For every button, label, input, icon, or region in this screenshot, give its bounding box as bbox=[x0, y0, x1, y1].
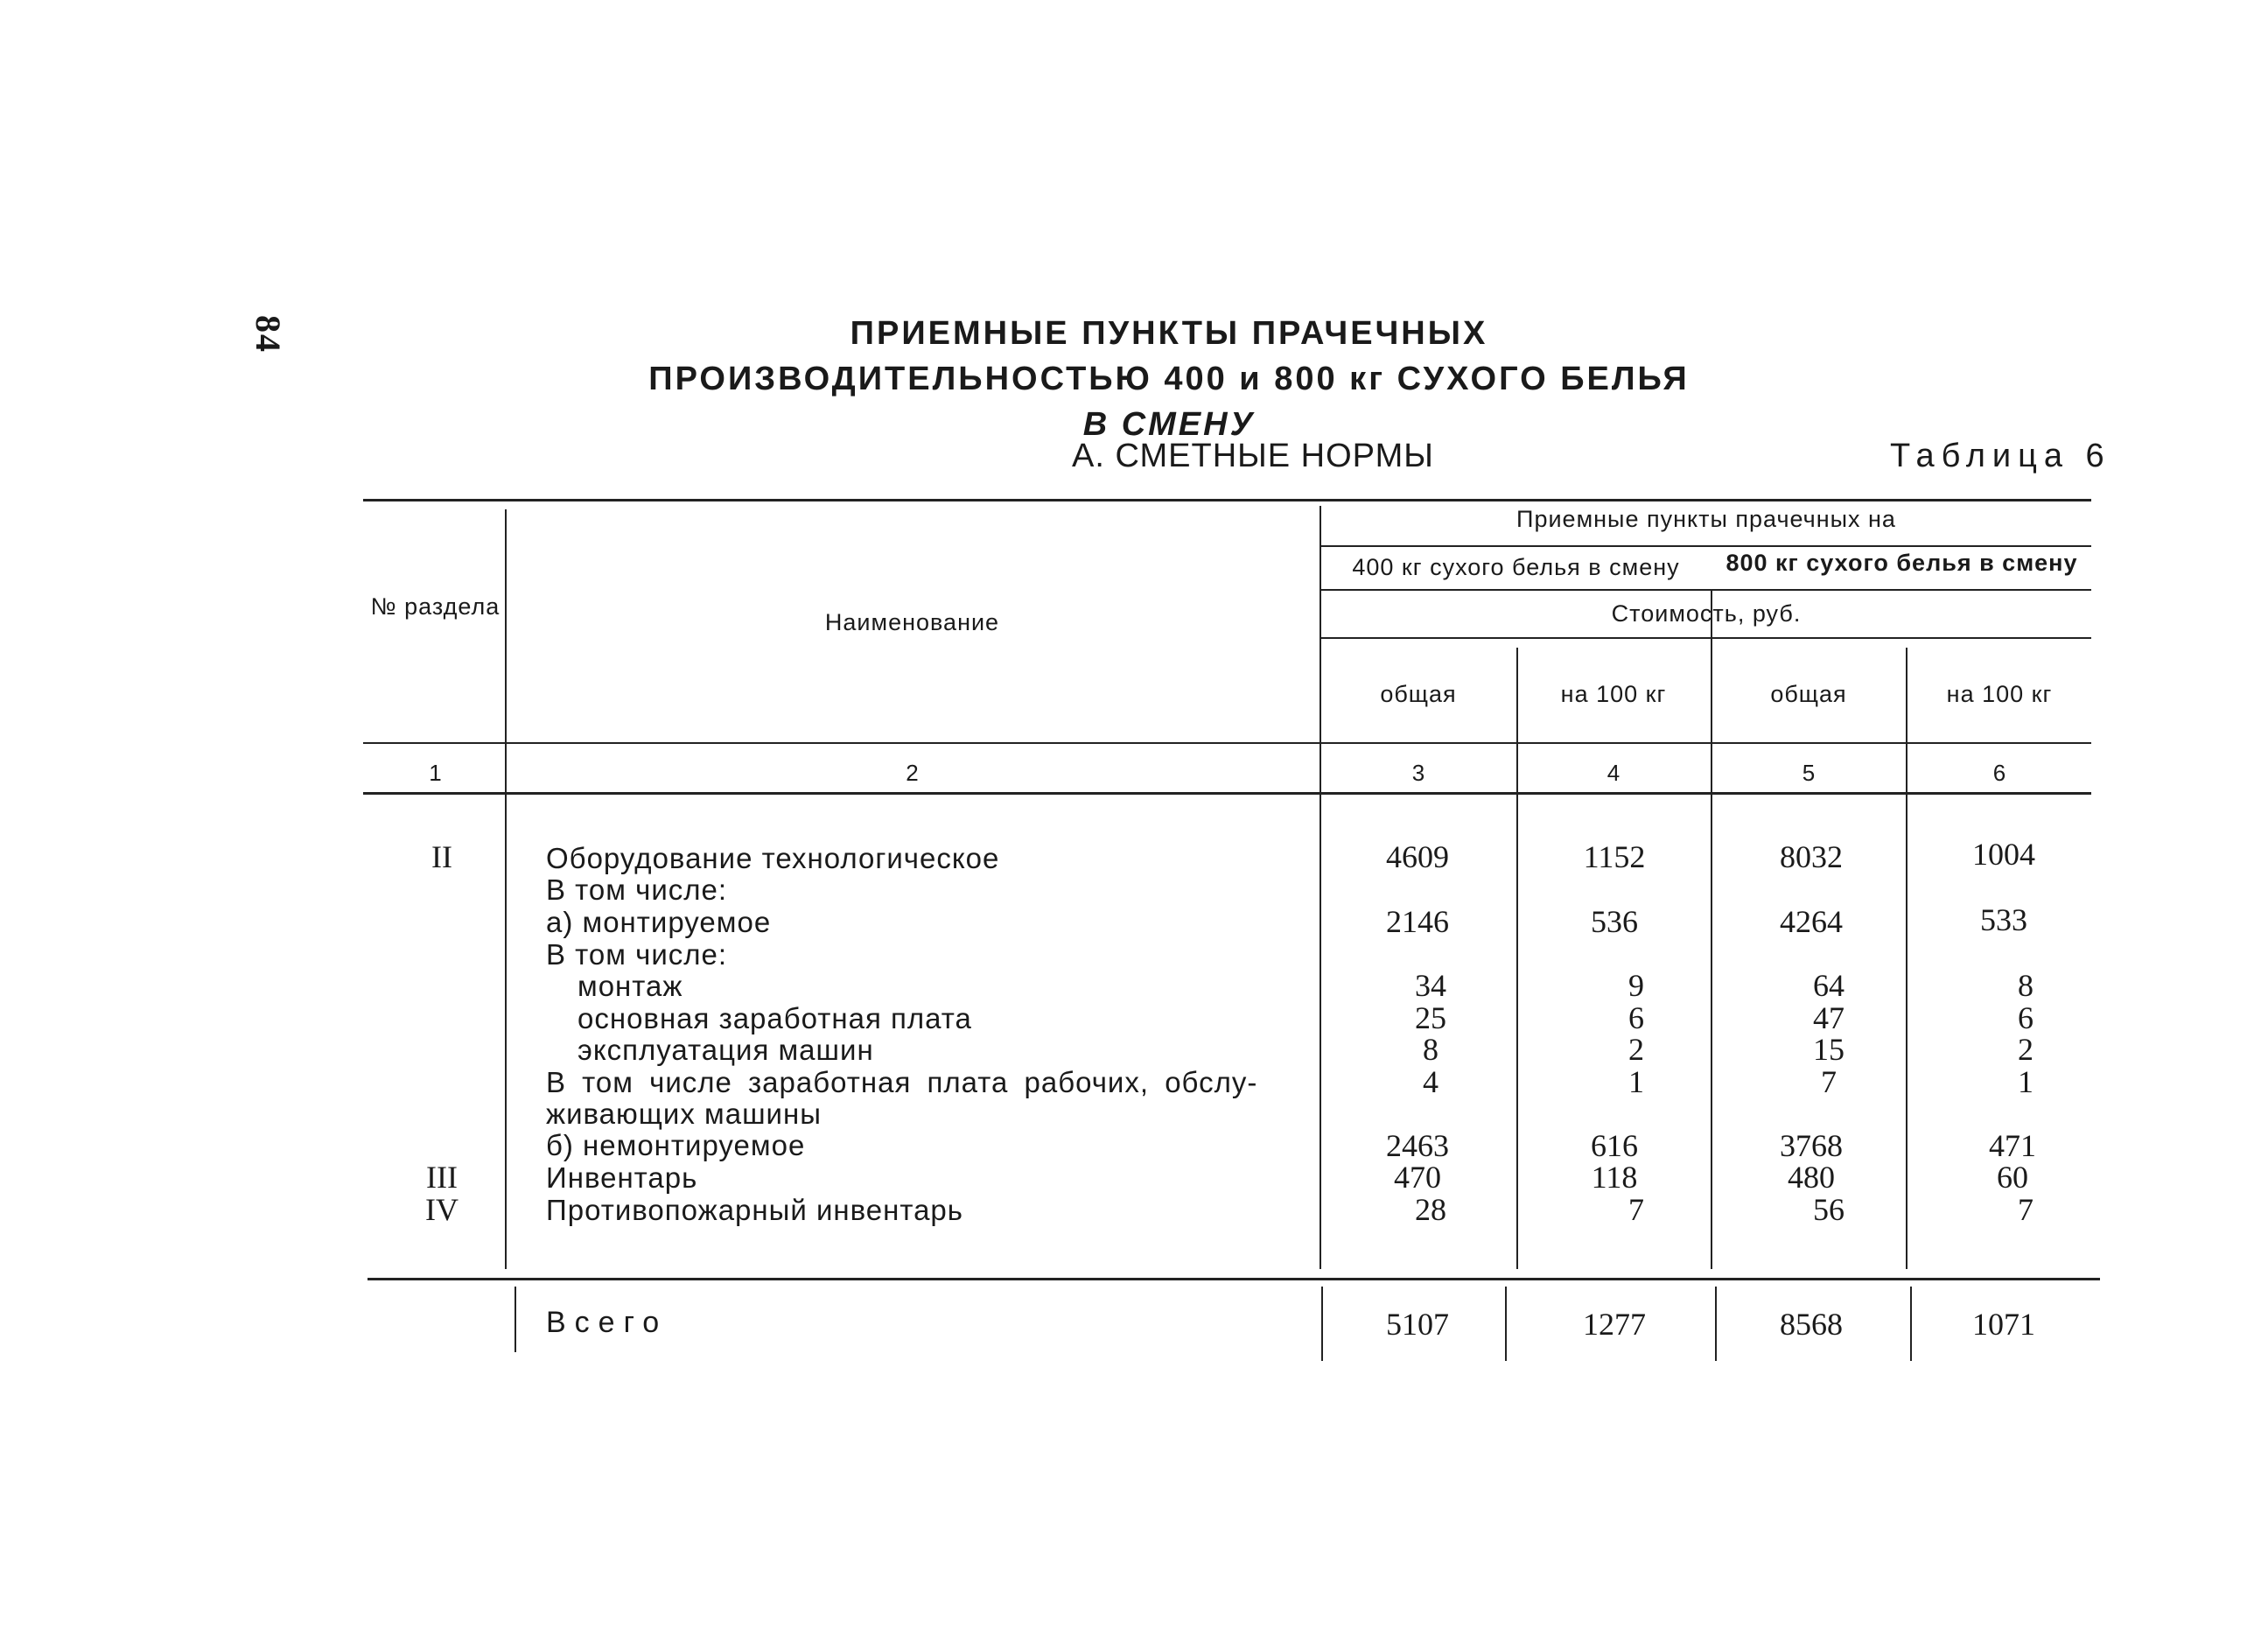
header-section-no: № раздела bbox=[370, 593, 500, 620]
cell-per100-400: 536 bbox=[1591, 904, 1638, 939]
header-col-per100-800: на 100 кг bbox=[1946, 681, 2053, 707]
cell-per100-400: 1152 bbox=[1583, 839, 1646, 874]
col-divider-5 bbox=[1906, 648, 1908, 1269]
cell-total-800: 47 bbox=[1813, 1000, 1844, 1035]
total-divider-1 bbox=[514, 1287, 516, 1352]
cell-per100-800: 533 bbox=[1980, 902, 2027, 937]
header-col-per100-400: на 100 кг bbox=[1560, 681, 1667, 707]
header-sub-400: 400 кг сухого белья в смену bbox=[1352, 554, 1680, 580]
total-rule bbox=[368, 1278, 2100, 1280]
header-col-total-400: общая bbox=[1380, 681, 1457, 707]
col-divider-1 bbox=[505, 509, 507, 1269]
row-name: б) немонтируемое bbox=[546, 1129, 806, 1161]
column-number-1: 1 bbox=[429, 760, 442, 786]
cell-per100-800: 7 bbox=[2018, 1192, 2034, 1227]
total-total-800: 8568 bbox=[1780, 1307, 1843, 1342]
total-per100-400: 1277 bbox=[1583, 1307, 1646, 1342]
cell-total-800: 3768 bbox=[1780, 1128, 1843, 1163]
total-total-400: 5107 bbox=[1386, 1307, 1449, 1342]
row-name: Противопожарный инвентарь bbox=[546, 1194, 963, 1226]
header-cost: Стоимость, руб. bbox=[1611, 600, 1802, 627]
header-group-rule bbox=[1320, 545, 2091, 547]
cell-per100-800: 1004 bbox=[1972, 837, 2035, 872]
total-label: Всего bbox=[546, 1306, 668, 1339]
total-per100-800: 1071 bbox=[1972, 1307, 2035, 1342]
header-sub-rule bbox=[1320, 589, 2091, 591]
row-section: III bbox=[426, 1160, 458, 1195]
header-group-top: Приемные пункты прачечных на bbox=[1516, 506, 1896, 532]
cell-total-400: 470 bbox=[1394, 1160, 1441, 1195]
section-subtitle: А. СМЕТНЫЕ НОРМЫ bbox=[1072, 438, 1434, 474]
header-col-total-800: общая bbox=[1770, 681, 1847, 707]
total-divider-2 bbox=[1321, 1287, 1323, 1361]
row-name: живающих машины bbox=[546, 1097, 822, 1130]
column-number-6: 6 bbox=[1992, 760, 2006, 786]
cell-total-400: 34 bbox=[1415, 968, 1446, 1003]
cell-total-400: 8 bbox=[1423, 1032, 1438, 1067]
cell-per100-800: 8 bbox=[2018, 968, 2034, 1003]
cell-total-400: 25 bbox=[1415, 1000, 1446, 1035]
column-number-rule bbox=[363, 792, 2091, 795]
header-cost-rule bbox=[1320, 637, 2091, 639]
table-label: Таблица 6 bbox=[1890, 438, 2111, 474]
cell-per100-400: 9 bbox=[1628, 968, 1644, 1003]
cell-per100-400: 6 bbox=[1628, 1000, 1644, 1035]
row-name: В том числе: bbox=[546, 938, 728, 971]
cell-per100-400: 2 bbox=[1628, 1032, 1644, 1067]
title-line-2: ПРОИЗВОДИТЕЛЬНОСТЬЮ 400 и 800 кг СУХОГО БЕЛЬЯ bbox=[648, 361, 1690, 397]
row-name: Оборудование технологическое bbox=[546, 842, 1000, 874]
cell-per100-400: 7 bbox=[1628, 1192, 1644, 1227]
cell-total-800: 4264 bbox=[1780, 904, 1843, 939]
cell-per100-400: 616 bbox=[1591, 1128, 1638, 1163]
col-divider-3 bbox=[1516, 648, 1518, 1269]
cell-total-400: 28 bbox=[1415, 1192, 1446, 1227]
column-number-3: 3 bbox=[1411, 760, 1425, 786]
column-number-5: 5 bbox=[1802, 760, 1816, 786]
header-name: Наименование bbox=[824, 609, 1000, 635]
row-name: В том числе заработная плата рабочих, обслу- bbox=[546, 1066, 1258, 1098]
cell-total-800: 480 bbox=[1788, 1160, 1835, 1195]
cell-total-400: 4 bbox=[1423, 1064, 1438, 1099]
cell-total-400: 2463 bbox=[1386, 1128, 1449, 1163]
total-divider-4 bbox=[1715, 1287, 1717, 1361]
row-name: а) монтируемое bbox=[546, 906, 772, 938]
cell-per100-400: 118 bbox=[1591, 1160, 1638, 1195]
header-sub-800: 800 кг сухого белья в смену bbox=[1726, 550, 2078, 576]
cell-per100-800: 1 bbox=[2018, 1064, 2034, 1099]
cell-per100-800: 2 bbox=[2018, 1032, 2034, 1067]
cell-total-800: 8032 bbox=[1780, 839, 1843, 874]
row-section: II bbox=[431, 839, 452, 874]
row-name: монтаж bbox=[578, 970, 683, 1002]
cell-total-800: 7 bbox=[1821, 1064, 1837, 1099]
cell-total-400: 4609 bbox=[1386, 839, 1449, 874]
cell-total-800: 56 bbox=[1813, 1192, 1844, 1227]
document-title bbox=[0, 311, 2268, 447]
cell-total-800: 15 bbox=[1813, 1032, 1844, 1067]
cell-total-400: 2146 bbox=[1386, 904, 1449, 939]
column-number-4: 4 bbox=[1606, 760, 1620, 786]
row-name: Инвентарь bbox=[546, 1161, 698, 1194]
header-bottom-rule bbox=[363, 742, 2091, 744]
cell-per100-800: 471 bbox=[1989, 1128, 2036, 1163]
row-name: В том числе: bbox=[546, 873, 728, 906]
page-number: 84 bbox=[248, 315, 288, 354]
cell-per100-800: 6 bbox=[2018, 1000, 2034, 1035]
cell-total-800: 64 bbox=[1813, 968, 1844, 1003]
row-section: IV bbox=[425, 1192, 458, 1227]
cell-per100-400: 1 bbox=[1628, 1064, 1644, 1099]
total-divider-3 bbox=[1505, 1287, 1507, 1361]
column-number-2: 2 bbox=[906, 760, 919, 786]
table-top-rule bbox=[363, 499, 2091, 501]
cell-per100-800: 60 bbox=[1997, 1160, 2028, 1195]
row-name: основная заработная плата bbox=[578, 1002, 972, 1034]
title-line-3: В СМЕНУ bbox=[1082, 406, 1256, 443]
row-name: эксплуатация машин bbox=[578, 1034, 874, 1066]
total-divider-5 bbox=[1910, 1287, 1912, 1361]
title-line-1: ПРИЕМНЫЕ ПУНКТЫ ПРАЧЕЧНЫХ bbox=[850, 315, 1488, 352]
